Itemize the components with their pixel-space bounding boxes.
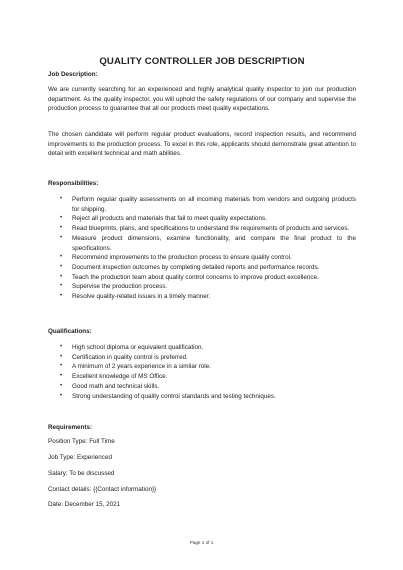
list-item: • Recommend improvements to the production process to ensure quality control. — [60, 254, 292, 262]
requirements-label: Requirements: — [48, 424, 93, 431]
bullet-icon: • — [60, 293, 63, 300]
list-item: • Measure product dimensions, examine functionality, and compare the final product to the specifications. — [60, 234, 356, 252]
qualifications-list — [48, 343, 356, 401]
bullet-icon: • — [60, 225, 63, 232]
responsibilities-label: Responsibilities: — [48, 180, 99, 187]
position-type: Position Type: Full Time — [48, 438, 115, 445]
bullet-icon: • — [60, 273, 63, 280]
responsibilities-list — [48, 195, 356, 302]
list-item: • Strong understanding of quality control standards and testing techniques. — [60, 392, 276, 400]
document-title: QUALITY CONTROLLER JOB DESCRIPTION — [99, 56, 305, 67]
bullet-icon: • — [60, 373, 63, 380]
list-item: • Perform regular quality assessments on all incoming materials from vendors and outgoing products for shipping. — [60, 196, 356, 213]
bullet-icon: • — [60, 196, 63, 202]
list-item: • Teach the production team about quality control concerns to improve product excellence. — [60, 273, 319, 281]
bullet-icon: • — [60, 234, 63, 241]
list-item: • Resolve quality-related issues in a timely manner. — [60, 293, 211, 301]
bullet-icon: • — [60, 263, 63, 270]
list-item: • Supervise the production process. — [60, 283, 168, 291]
job-description-paragraph-2: The chosen candidate will perform regular product evaluations, record inspection results, and recommend improvements to the production process. To excel in this role, applicants should demonstrate great attention to detail with excellent technical and math abilities. — [48, 131, 356, 158]
job-description-label: Job Description: — [48, 71, 98, 78]
bullet-icon: • — [60, 215, 63, 222]
salary: Salary: To be discussed — [48, 470, 115, 477]
bullet-icon: • — [60, 363, 63, 370]
job-description-paragraph-1: We are currently searching for an experienced and highly analytical quality inspector to join our production department. As the quality inspector, you will uphold the safety regulations of our company and supervise the production process to guarantee that all our products meet quality expectations. — [48, 86, 356, 113]
contact-details: Contact details: {{Contact information}} — [48, 486, 157, 493]
bullet-icon: • — [60, 344, 63, 350]
date: Date: December 15, 2021 — [48, 501, 121, 508]
page-number: Page 1 of 1 — [189, 540, 214, 545]
bullet-icon: • — [60, 283, 63, 290]
qualifications-label: Qualifications: — [48, 328, 92, 335]
job-type: Job Type: Experienced — [48, 454, 112, 461]
list-item: • A minimum of 2 years experience in a similar role. — [60, 363, 211, 371]
list-item: • Read blueprints, plans, and specifications to understand the requirements of products and services. — [60, 225, 350, 233]
bullet-icon: • — [60, 382, 63, 389]
list-item: • Excellent knowledge of MS Office. — [60, 373, 168, 381]
list-item: • Document inspection outcomes by completing detailed reports and performance records. — [60, 263, 320, 271]
bullet-icon: • — [60, 254, 63, 261]
list-item: • Good math and technical skills. — [60, 382, 160, 390]
bullet-icon: • — [60, 353, 63, 360]
list-item: • Certification in quality control is preferred. — [60, 353, 188, 361]
list-item: • Reject all products and materials that fail to meet quality expectations. — [60, 215, 267, 223]
bullet-icon: • — [60, 392, 63, 399]
list-item: • High school diploma or equivalent qualification. — [60, 344, 204, 351]
